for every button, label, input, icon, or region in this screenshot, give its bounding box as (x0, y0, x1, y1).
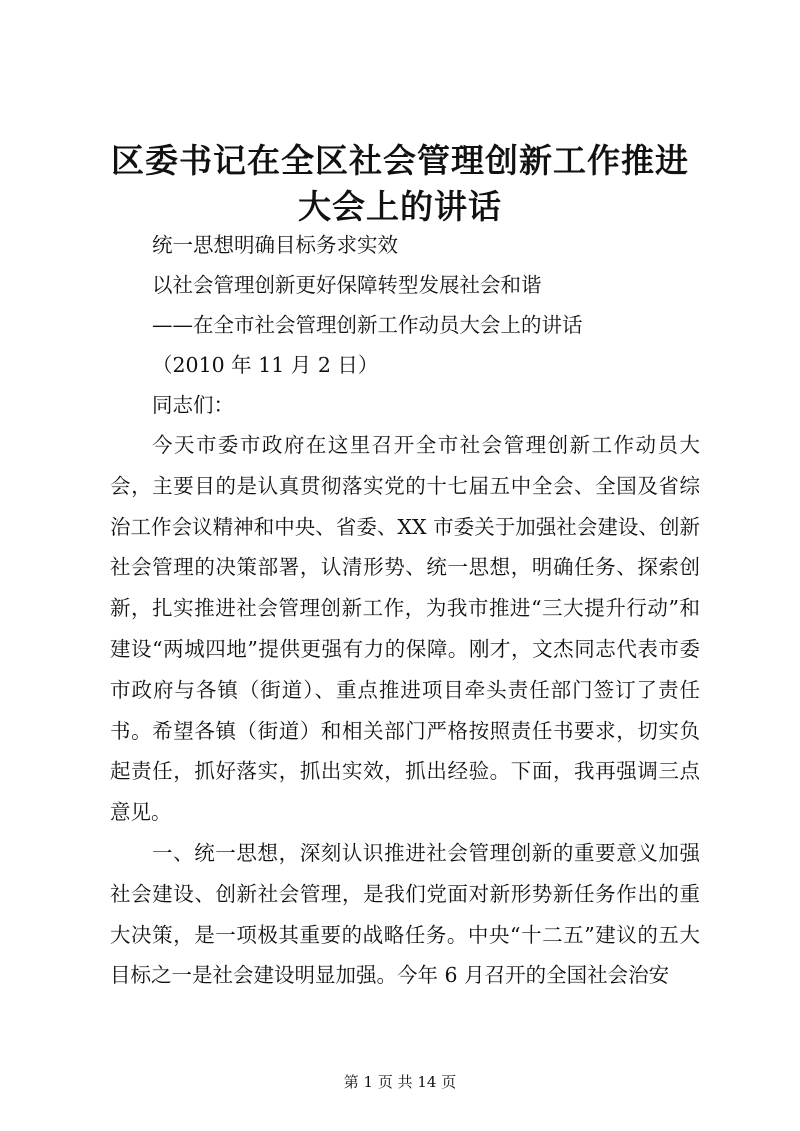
paragraph: 今天市委市政府在这里召开全市社会管理创新工作动员大会，主要目的是认真贯彻落实党的十七届五中全会、全国及省综治工作会议精神和中央、省委、XX 市委关于加强社会建设、创新社会管理的决策部署，认清形势、统一思想，明确任务、探索创新，扎实推进社会管理创新工作，为我市推进“三大提升行动”和建设“两城四地”提供更强有力的保障。刚才，文杰同志代表市委市政府与各镇（街道）、重点推进项目牵头责任部门签订了责任书。希望各镇（街道）和相关部门严格按照责任书要求，切实负起责任，抓好落实，抓出实效，抓出经验。下面，我再强调三点意见。 (110, 433, 700, 825)
document-body (110, 225, 700, 996)
document-title: 区委书记在全区社会管理创新工作推进大会上的讲话 (111, 141, 689, 226)
subtitle-line: 统一思想明确目标务求实效 (152, 233, 398, 257)
date-line: （2010 年 11 月 2 日） (152, 353, 379, 377)
salutation: 同志们： (152, 393, 234, 417)
subtitle-line: ——在全市社会管理创新工作动员大会上的讲话 (152, 313, 583, 337)
subtitle-line: 以社会管理创新更好保障转型发展社会和谐 (152, 273, 542, 297)
page-footer: 第 1 页 共 14 页 (343, 1073, 457, 1091)
paragraph: 一、统一思想，深刻认识推进社会管理创新的重要意义加强社会建设、创新社会管理，是我们党面对新形势新任务作出的重大决策，是一项极其重要的战略任务。中央“十二五”建议的五大目标之一是社会建设明显加强。今年 6 月召开的全国社会治安 (110, 840, 700, 988)
